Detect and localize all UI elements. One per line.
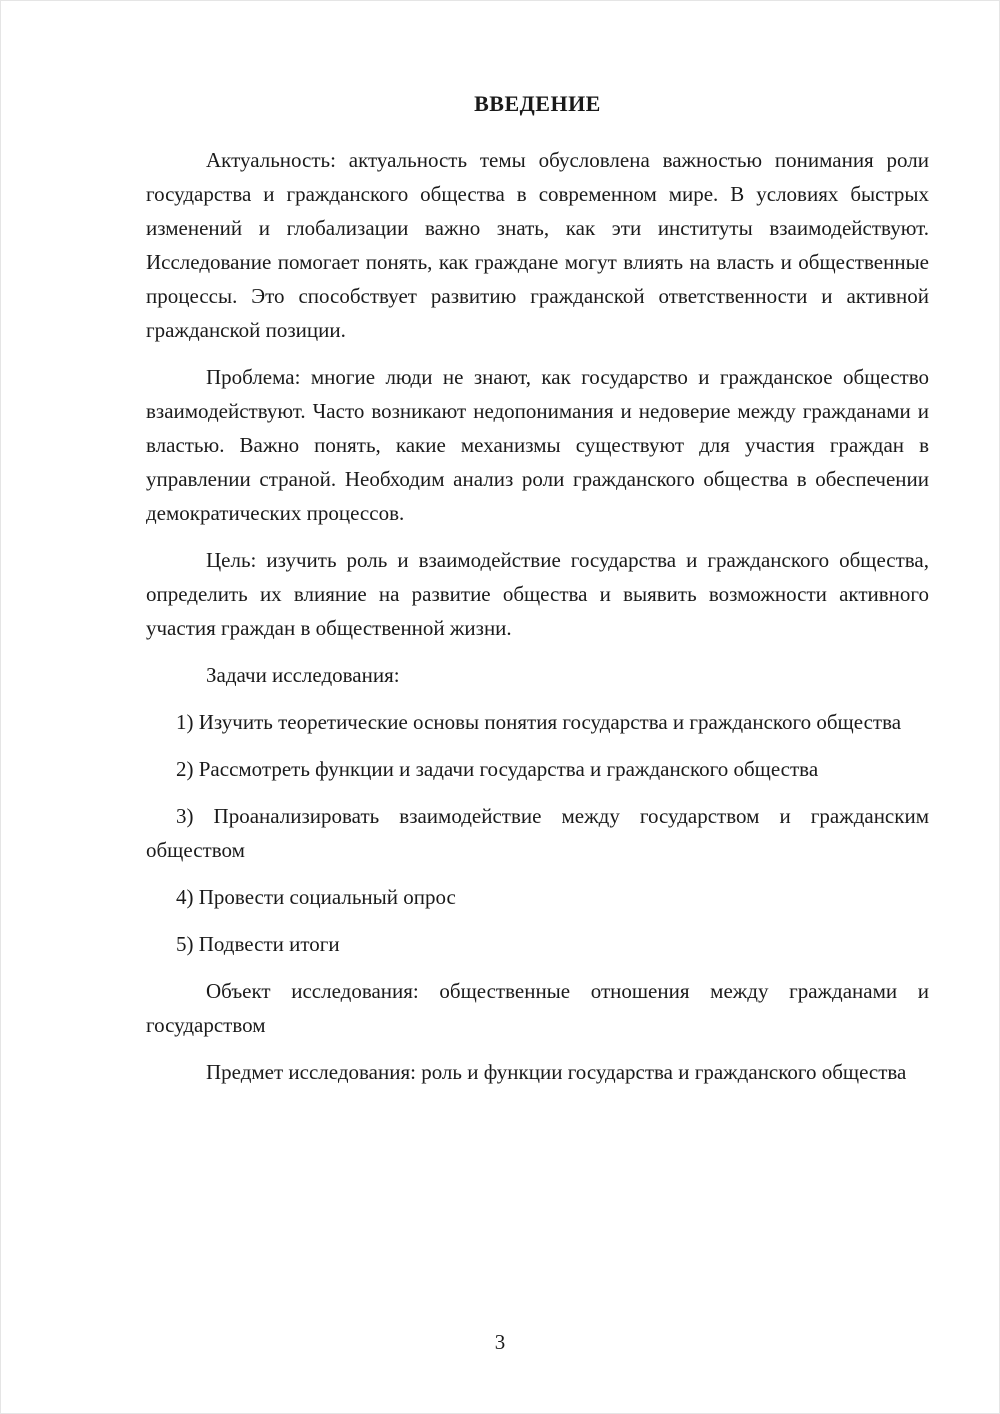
paragraph-subject: Предмет исследования: роль и функции государства и гражданского общества: [206, 1060, 907, 1085]
page-number: 3: [494, 1330, 506, 1354]
paragraph-problem: Проблема: многие люди не знают, как государство и гражданское общество взаимодействуют. Часто возникают недопонимания и недоверие между гражданами и властью. Важно понять, какие механизмы существуют для участия граждан в управлении страной. Необходим анализ роли гражданского общества в обеспечении демократических процессов.: [146, 365, 929, 526]
paragraph-object: Объект исследования: общественные отношения между гражданами и государством: [146, 979, 929, 1038]
tasks-heading: Задачи исследования:: [206, 663, 400, 688]
task-item-5: 5) Подвести итоги: [176, 932, 340, 957]
task-item-3: 3) Проанализировать взаимодействие между государством и гражданским обществом: [146, 804, 929, 863]
paragraph-goal: Цель: изучить роль и взаимодействие государства и гражданского общества, определить их влияние на развитие общества и выявить возможности активного участия граждан в общественной жизни.: [146, 548, 929, 641]
paragraph-relevance: Актуальность: актуальность темы обусловлена важностью понимания роли государства и гражданского общества в современном мире. В условиях быстрых изменений и глобализации важно знать, как эти институты взаимодействуют. Исследование помогает понять, как граждане могут влиять на власть и общественные процессы. Это способствует развитию гражданской ответственности и активной гражданской позиции.: [146, 148, 929, 343]
task-item-1: 1) Изучить теоретические основы понятия государства и гражданского общества: [176, 710, 902, 735]
task-item-2: 2) Рассмотреть функции и задачи государства и гражданского общества: [176, 757, 819, 782]
task-item-4: 4) Провести социальный опрос: [176, 885, 456, 910]
document-title: ВВЕДЕНИЕ: [474, 91, 601, 116]
